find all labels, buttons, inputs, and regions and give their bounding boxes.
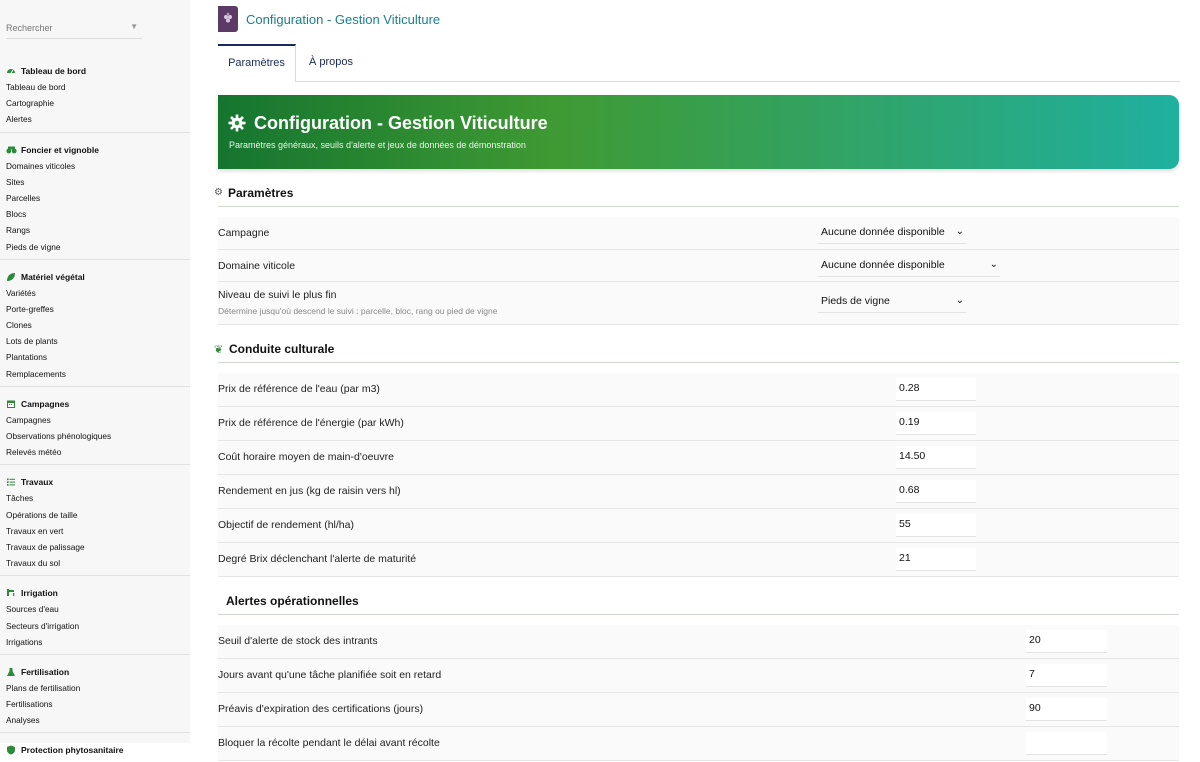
faucet-icon bbox=[6, 588, 16, 598]
tab-bar bbox=[218, 44, 1180, 82]
sidebar-item[interactable]: Opérations de taille bbox=[6, 509, 78, 520]
conduite-input[interactable]: 21 bbox=[896, 548, 976, 571]
domaine-label: Domaine viticole bbox=[218, 260, 296, 272]
shield-icon bbox=[6, 745, 16, 755]
sidebar-section-header bbox=[0, 742, 190, 758]
sidebar-item[interactable]: Tâches bbox=[6, 493, 34, 504]
section-title: Alertes opérationnelles bbox=[226, 594, 359, 608]
section-conduite bbox=[214, 338, 1179, 363]
alerte-label: Jours avant qu'une tâche planifiée soit en retard bbox=[218, 669, 442, 681]
sidebar-item[interactable]: Pieds de vigne bbox=[6, 241, 61, 252]
sidebar-section-header bbox=[0, 664, 190, 680]
sidebar-item[interactable]: Sites bbox=[6, 176, 25, 187]
sidebar-item[interactable]: Travaux du sol bbox=[6, 558, 61, 569]
sidebar-item[interactable]: Fertilisations bbox=[6, 699, 53, 710]
domaine-select[interactable] bbox=[818, 256, 1000, 277]
sidebar-section-header bbox=[0, 474, 190, 490]
sidebar-item[interactable]: Campagnes bbox=[6, 414, 51, 425]
flask-icon bbox=[6, 667, 16, 677]
conduite-label: Objectif de rendement (hl/ha) bbox=[218, 519, 354, 531]
campagne-label: Campagne bbox=[218, 227, 270, 239]
app-title: Configuration - Gestion Viticulture bbox=[246, 12, 441, 27]
alerte-label: Préavis d'expiration des certifications (jours) bbox=[218, 703, 424, 715]
sidebar-section bbox=[0, 132, 190, 259]
sidebar-item[interactable]: Porte-greffes bbox=[6, 303, 54, 314]
alerte-label: Bloquer la récolte pendant le délai avant récolte bbox=[218, 737, 440, 749]
leaf-icon bbox=[6, 272, 16, 282]
alerte-input[interactable]: 20 bbox=[1026, 630, 1107, 653]
sidebar-item[interactable]: Travaux en vert bbox=[6, 525, 64, 536]
conduite-input[interactable]: 0.19 bbox=[896, 412, 976, 435]
sidebar-item[interactable]: Irrigations bbox=[6, 636, 43, 647]
conduite-row bbox=[218, 509, 1179, 543]
conduite-label: Coût horaire moyen de main-d'oeuvre bbox=[218, 451, 394, 463]
sidebar-item[interactable]: Clones bbox=[6, 320, 32, 331]
search-input[interactable] bbox=[6, 23, 126, 33]
sidebar-item[interactable]: Alertes bbox=[6, 114, 32, 125]
sidebar-item[interactable]: Parcelles bbox=[6, 192, 41, 203]
sidebar-item[interactable]: Plantations bbox=[6, 352, 48, 363]
section-title: Paramètres bbox=[228, 186, 294, 200]
conduite-row bbox=[218, 407, 1179, 441]
campagne-select[interactable] bbox=[818, 223, 966, 244]
conduite-label: Prix de référence de l'énergie (par kWh) bbox=[218, 417, 404, 429]
conduite-row bbox=[218, 441, 1179, 475]
sidebar-section-header bbox=[0, 585, 190, 601]
conduite-label: Degré Brix déclenchant l'alerte de maturité bbox=[218, 553, 417, 565]
calendar-icon bbox=[6, 399, 16, 409]
chevron-down-icon: ⌄ bbox=[955, 226, 964, 237]
gear-icon: ⚙ bbox=[214, 187, 223, 198]
sidebar-section bbox=[0, 386, 190, 465]
chevron-down-icon: ⌄ bbox=[989, 259, 998, 270]
main-content bbox=[214, 0, 1200, 749]
binoculars-icon bbox=[6, 145, 16, 155]
sidebar-section bbox=[0, 575, 190, 654]
conduite-label: Prix de référence de l'eau (par m3) bbox=[218, 383, 380, 395]
conduite-input[interactable]: 55 bbox=[896, 514, 976, 537]
leaf-icon: ❦ bbox=[214, 344, 224, 356]
conduite-input[interactable]: 0.68 bbox=[896, 480, 976, 503]
alerte-input[interactable]: 7 bbox=[1026, 664, 1107, 687]
sidebar-item[interactable]: Plans de fertilisation bbox=[6, 682, 81, 693]
conduite-row bbox=[218, 543, 1179, 577]
config-banner bbox=[218, 95, 1179, 169]
row-domaine bbox=[218, 250, 1179, 282]
section-parametres bbox=[214, 182, 1179, 207]
sidebar-item[interactable]: Variétés bbox=[6, 287, 36, 298]
sidebar-section bbox=[0, 259, 190, 386]
campagne-select-value: Aucune donnée disponible bbox=[821, 226, 945, 238]
app-logo-icon bbox=[218, 6, 238, 32]
dashboard-icon bbox=[6, 66, 16, 76]
sidebar-section-title: Travaux bbox=[21, 477, 54, 488]
sidebar-nav bbox=[0, 54, 190, 762]
sidebar-item[interactable]: Sources d'eau bbox=[6, 604, 59, 615]
banner-subtitle: Paramètres généraux, seuils d'alerte et jeux de données de démonstration bbox=[229, 140, 526, 150]
niveau-select-value: Pieds de vigne bbox=[821, 295, 890, 307]
section-title: Conduite culturale bbox=[229, 342, 335, 356]
sidebar-item[interactable]: Cartographie bbox=[6, 98, 54, 109]
alerte-input[interactable] bbox=[1026, 732, 1107, 755]
row-campagne bbox=[218, 217, 1179, 250]
conduite-input[interactable]: 0.28 bbox=[896, 378, 976, 401]
row-niveau-suivi bbox=[218, 282, 1179, 325]
conduite-row bbox=[218, 475, 1179, 509]
sidebar-section-title: Matériel végétal bbox=[21, 271, 85, 282]
niveau-label: Niveau de suivi le plus fin bbox=[218, 289, 337, 301]
tasks-icon bbox=[6, 477, 16, 487]
conduite-row bbox=[218, 373, 1179, 407]
sidebar-section-title: Fertilisation bbox=[21, 666, 70, 677]
sidebar-item[interactable]: Travaux de palissage bbox=[6, 541, 85, 552]
gear-icon bbox=[228, 114, 246, 132]
sidebar-section-title: Foncier et vignoble bbox=[21, 144, 99, 155]
domaine-select-value: Aucune donnée disponible bbox=[821, 259, 945, 271]
sidebar-item[interactable]: Observations phénologiques bbox=[6, 431, 112, 441]
tab-parametres[interactable]: Paramètres bbox=[218, 44, 296, 82]
sidebar-section bbox=[0, 464, 190, 575]
caret-down-icon[interactable]: ▼ bbox=[130, 22, 138, 31]
sidebar-item[interactable]: Domaines viticoles bbox=[6, 160, 76, 171]
sidebar-section-header bbox=[0, 142, 190, 158]
sidebar-section bbox=[0, 654, 190, 733]
alerte-row bbox=[218, 727, 1179, 761]
conduite-input[interactable]: 14.50 bbox=[896, 446, 976, 469]
conduite-label: Rendement en jus (kg de raisin vers hl) bbox=[218, 485, 401, 497]
sidebar-item[interactable]: Rangs bbox=[6, 225, 30, 236]
alerte-label: Seuil d'alerte de stock des intrants bbox=[218, 635, 378, 647]
sidebar-section-title: Tableau de bord bbox=[21, 66, 87, 76]
niveau-help: Détermine jusqu'où descend le suivi : parcelle, bloc, rang ou pied de vigne bbox=[218, 306, 498, 316]
sidebar-section-header bbox=[0, 63, 190, 79]
niveau-select[interactable] bbox=[818, 292, 966, 313]
section-alertes bbox=[218, 590, 1179, 615]
sidebar-section-header bbox=[0, 269, 190, 285]
sidebar bbox=[0, 0, 190, 756]
alerte-row bbox=[218, 693, 1179, 727]
banner-title: Configuration - Gestion Viticulture bbox=[254, 113, 548, 133]
chevron-down-icon: ⌄ bbox=[955, 295, 964, 306]
sidebar-section-title: Campagnes bbox=[21, 398, 70, 409]
sidebar-item[interactable]: Secteurs d'irrigation bbox=[6, 620, 80, 631]
sidebar-section-header bbox=[0, 396, 190, 412]
search-box[interactable] bbox=[6, 18, 142, 39]
tab-a-propos[interactable]: À propos bbox=[309, 56, 354, 68]
sidebar-item[interactable]: Blocs bbox=[6, 209, 27, 220]
sidebar-item[interactable]: Tableau de bord bbox=[6, 82, 66, 92]
alerte-row bbox=[218, 659, 1179, 693]
sidebar-item[interactable]: Lots de plants bbox=[6, 336, 58, 347]
sidebar-item[interactable]: Analyses bbox=[6, 715, 40, 726]
sidebar-section bbox=[0, 732, 190, 762]
sidebar-section-title: Protection phytosanitaire bbox=[21, 745, 124, 756]
sidebar-section-title: Irrigation bbox=[21, 588, 58, 599]
sidebar-item[interactable]: Relevés météo bbox=[6, 447, 62, 458]
sidebar-item[interactable]: Remplacements bbox=[6, 368, 66, 379]
sidebar-section bbox=[0, 54, 190, 132]
alerte-input[interactable]: 90 bbox=[1026, 698, 1107, 721]
alerte-row bbox=[218, 625, 1179, 659]
